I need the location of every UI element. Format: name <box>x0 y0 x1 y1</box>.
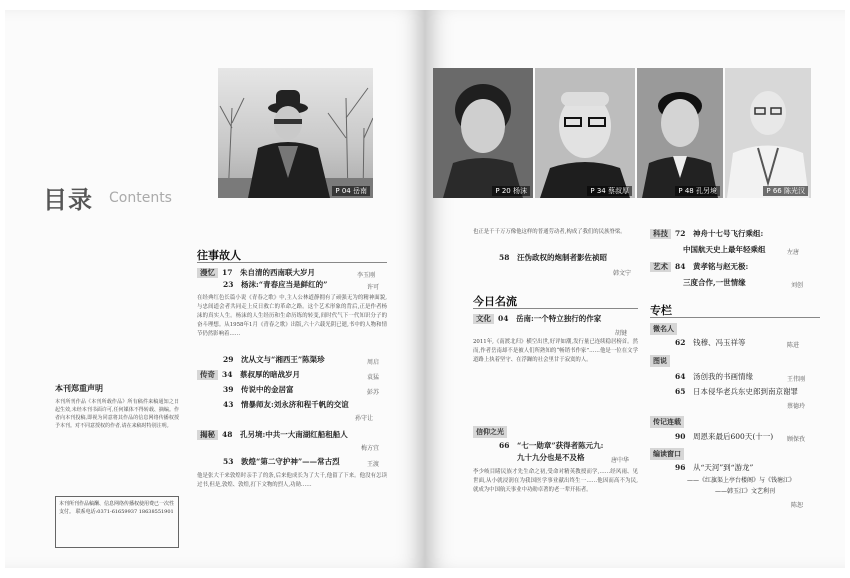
column-tag: 编读窗口 <box>650 448 684 460</box>
left-page <box>5 10 425 568</box>
author: 许可 <box>367 284 380 291</box>
toc-entry[interactable]: 漫忆 17 朱自清的西南联大岁月 <box>197 268 315 278</box>
toc-entry[interactable]: 62 钱穆、冯玉祥等 <box>675 338 746 347</box>
toc-entry[interactable]: 揭秘 48 孔另境:中共一大南湖红船租船人 <box>197 430 348 440</box>
excerpt-text: 在经典红色长篇小说《青春之歌》中,主人公林道静拥有了顽强无为的精神面貌,与忠间道会者共同走上反日救亡的革命之路。这个艺术形象的背后,正是作者杨沫的真实人生。杨沫的人生经历和生命历练的转变,间时代气下一代知识分子的奋斗理想。从1958年1月《青春之歌》出版,六十六载光阴已逝,书中的人物和情节仍然影响着…… <box>197 295 387 337</box>
toc-title-en: Contents <box>109 190 172 206</box>
portrait-kong-lingjing <box>637 68 723 198</box>
toc-entry[interactable]: 96 从“天河”到“游龙” <box>675 463 754 472</box>
toc-subtitle: 中国航天史上最年轻乘组 <box>683 245 766 254</box>
category-tag: 揭秘 <box>197 430 218 440</box>
author: 王伟刚 <box>787 376 806 383</box>
toc-subtitle: ——《红旗渠上亭台楼阁》与《钱塘江》 <box>687 477 796 484</box>
author: 唐中华 <box>611 457 630 464</box>
author: 陈恕 <box>791 502 804 509</box>
author: 左唐 <box>787 249 800 256</box>
author: 李玉刚 <box>357 272 376 279</box>
photo-caption: P 34 蔡叔厚 <box>587 186 632 196</box>
category-tag: 文化 <box>473 314 494 324</box>
category-tag: 漫忆 <box>197 268 218 278</box>
photo-caption: P 20 杨沫 <box>492 186 530 196</box>
author: 袁猛 <box>367 374 380 381</box>
excerpt-text: 李少岐目睹民族才先生命之初,受命对精英教授而学,……经风雨、见世面,从小就浸润在为我国医学事业献出终生一……他因而高不为民,就成为中国航天事业中功勋卓著的老一辈开拓者。 <box>473 469 638 493</box>
toc-title: 目录 <box>43 186 93 214</box>
section-heading-zhuanlan: 专栏 <box>650 304 672 317</box>
excerpt-text: 也正是千千万万像他这样的普通劳动者,构成了我们的民族脊梁。 <box>473 229 626 235</box>
author: 胡键 <box>615 330 628 337</box>
excerpt-text: 他是张大千来敦煌时亲手了的条,后来他成长为了大千,他留了下来。他没有怎读过书,但是,敦煌、敦煌,打下文物的烈人,功勋…… <box>197 473 387 488</box>
notice-box: 本刊所刊作品稿酬、信息网络传播权使用费已一次性支付。 联系电话:0371-61659937 18638551901 <box>55 496 179 548</box>
author: 彭苏 <box>367 389 380 396</box>
toc-entry[interactable]: 29 沈从文与“湘西王”陈渠珍 <box>223 355 325 364</box>
right-page <box>425 10 845 568</box>
author: 刘创 <box>791 282 804 289</box>
toc-entry[interactable]: 23 杨沫:“青春应当是鲜红的” <box>223 280 328 289</box>
author: 孙守让 <box>355 415 374 422</box>
toc-entry[interactable]: 90 周恩来最后600天(十一) <box>675 432 774 441</box>
column-tag: 传记连载 <box>650 416 684 428</box>
toc-entry[interactable]: 66 “七一勋章”获得者陈元九: <box>499 441 604 450</box>
toc-entry[interactable]: 58 汪伪政权的炮制者影佐祯昭 <box>499 253 607 262</box>
toc-entry[interactable]: 科技 72 神舟十七号飞行乘组: <box>650 229 763 239</box>
toc-entry[interactable]: 53 敦煌“第二守护神”——常古烈 <box>223 457 340 466</box>
photo-caption: P 48 孔另境 <box>675 186 720 196</box>
portrait-yang-mo <box>433 68 533 198</box>
author: 顾保孜 <box>787 436 806 443</box>
toc-entry[interactable]: 文化 04 岳南:一个特立独行的作家 <box>473 314 601 324</box>
author: 陈进 <box>787 342 800 349</box>
toc-entry[interactable]: 65 日本侵华老兵东史郎到南京谢罪 <box>675 387 798 396</box>
category-tag: 信仰之光 <box>473 426 507 438</box>
toc-subtitle: 九十九分也是不及格 <box>517 453 585 462</box>
notice-title: 本刊郑重声明 <box>55 384 103 393</box>
author: 梅方宜 <box>361 445 380 452</box>
toc-entry[interactable]: 43 情暴师友:刘永济和程千帆的交谊 <box>223 400 349 409</box>
portrait-chen-guanghan <box>725 68 811 198</box>
photo-caption: P 66 陈光汉 <box>763 186 808 196</box>
toc-subtitle: ——韩玉江》文艺利刊 <box>715 488 776 495</box>
column-tag: 微名人 <box>650 323 677 335</box>
toc-entry[interactable]: 艺术 84 黄孝铭与赵无极: <box>650 262 748 272</box>
category-tag: 科技 <box>650 229 671 239</box>
author: 韩文宁 <box>613 270 632 277</box>
category-tag: 传奇 <box>197 370 218 380</box>
toc-subtitle: 三度合作,一世情缘 <box>683 278 746 287</box>
section-heading-wangshi: 往事故人 <box>197 249 241 262</box>
toc-entry[interactable]: 64 汤创我的书画情缘 <box>675 372 753 381</box>
section-heading-jinri: 今日名流 <box>473 295 517 308</box>
author: 王渡 <box>367 461 380 468</box>
toc-entry[interactable]: 传奇 34 蔡叔厚的暗战岁月 <box>197 370 300 380</box>
notice-body: 本刊所刊作品《本刊所载作品》所有稿件来稿通知之日起生效,未经本刊书面许可,任何媒体不得转载、摘编。作者向本刊投稿,即视为同意将其作品的信息网络传播权授予本刊。对不同意授权的作者,请在来稿时特别注明。 <box>55 399 179 429</box>
photo-caption: P 04 岳南 <box>332 186 370 196</box>
author: 周启 <box>367 359 380 366</box>
category-tag: 艺术 <box>650 262 671 272</box>
portrait-cai-shuhou <box>535 68 635 198</box>
author: 蔡德玲 <box>787 403 806 410</box>
column-tag: 图说 <box>650 355 670 367</box>
toc-entry[interactable]: 39 传说中的金居富 <box>223 385 294 394</box>
cover-photo-yue-nan <box>218 68 373 198</box>
excerpt-text: 2011年,《南渡北归》横空出世,好评如潮,发行量已连续稳居榜首。然而,作者岳南却不是被人们所熟知的“畅销书作家”……他是一位在文学道路上执着坚守、在浮躁的社会里甘于寂寞的人。 <box>473 339 638 363</box>
